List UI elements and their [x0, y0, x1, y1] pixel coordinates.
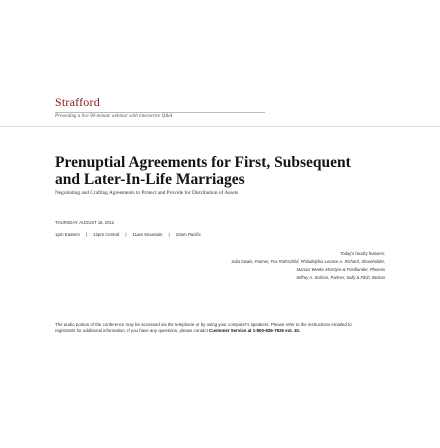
time-mountain: 11am Mountain — [132, 232, 163, 237]
webinar-tagline: Presenting a live 90-minute webinar with interactive Q&A — [55, 114, 173, 119]
title-line-1: Prenuptial Agreements for First, Subsequent — [55, 154, 351, 171]
page-subtitle: Negotiating and Crafting Agreements to Protect and Provide for Distribution of Assets — [55, 190, 239, 196]
page-divider — [0, 126, 440, 127]
audio-notice — [55, 322, 355, 333]
page-title — [55, 154, 415, 188]
notice-text: The audio portion of the conference may be accessed via the telephone or by using your computer's speakers. Please refer to the instructions emailed to registrants for additional information. If you have any questions, please contact — [55, 322, 352, 333]
time-eastern: 1pm Eastern — [55, 232, 80, 237]
event-date: THURSDAY, AUGUST 16, 2012 — [55, 220, 115, 225]
time-central: 12pm Central — [93, 232, 120, 237]
faculty-line: Marcus Weeks McIntyre & Friedlander, Phoenix — [296, 267, 385, 272]
faculty-section — [135, 250, 385, 282]
header-divider — [55, 112, 265, 113]
event-times — [55, 232, 201, 237]
customer-service-contact: Customer Service at 1-800-926-7926 ext. 10. — [209, 327, 301, 333]
time-separator: | — [168, 232, 170, 237]
faculty-heading: Today's faculty features: — [340, 251, 385, 256]
time-separator: | — [85, 232, 88, 237]
time-pacific: 10am Pacific — [175, 232, 201, 237]
faculty-line: Julia Swain, Partner, Fox Rothschild, Philadelphia Leonce A. Richard, Shareholder, — [231, 259, 385, 264]
faculty-line: Jeffrey A. Soilson, Partner, Sally & Fitch, Boston — [295, 275, 385, 280]
time-separator: | — [125, 232, 127, 237]
brand-logo: Strafford — [55, 95, 100, 109]
title-line-2: and Later-In-Life Marriages — [55, 171, 245, 188]
